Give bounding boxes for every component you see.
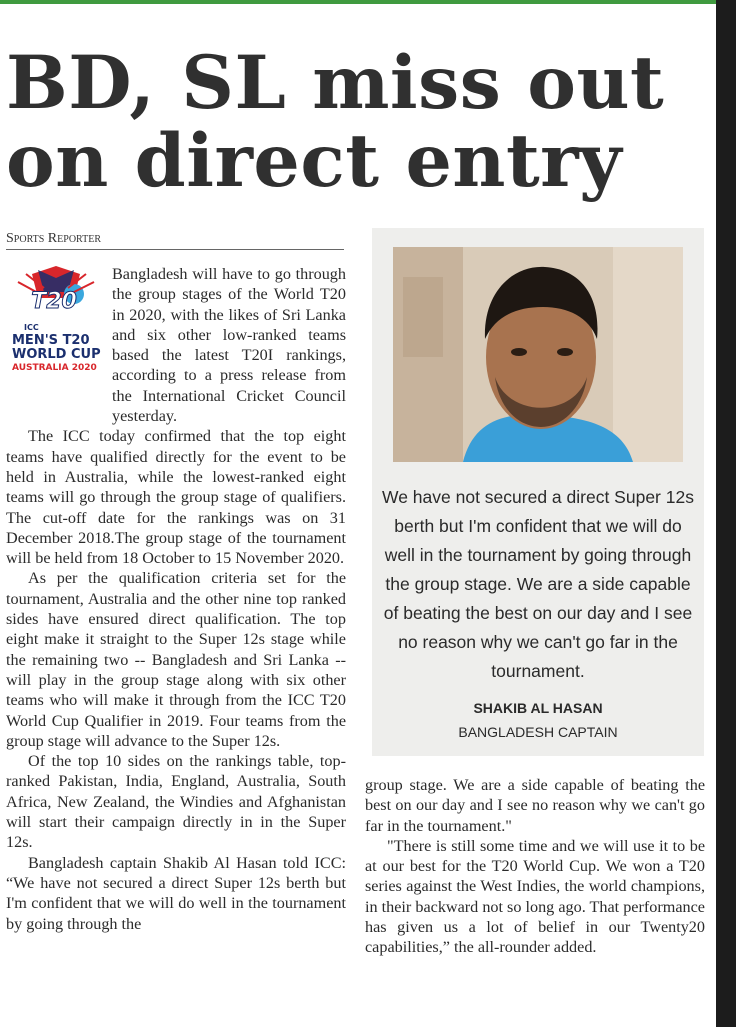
- article-paragraph: The ICC today confirmed that the top eight teams have qualified directly for the event to be held in Australia, while the lowest-ranked eight teams will go through the group stage of qualifiers. The cut-off date for the rankings was on 31 December 2018.The group stage of the tournament will be held from 18 October to 15 November 2020.: [6, 427, 346, 568]
- top-accent-bar: [0, 0, 716, 4]
- logo-org: ICC: [24, 323, 39, 332]
- article-column-1: [6, 264, 346, 934]
- logo-line-2: WORLD CUP: [12, 347, 101, 362]
- pull-quote-text: We have not secured a direct Super 12s berth but I'm confident that we will do well in the tournament by going through the group stage. We are a side capable of beating the best on our day and I see no reason why we can't go far in the tournament.: [382, 487, 694, 681]
- pull-quote-name: SHAKIB AL HASAN: [473, 700, 603, 716]
- page-edge-bar: [716, 0, 736, 1027]
- article-column-2: [365, 775, 705, 958]
- headline-line-2: on direct entry: [6, 118, 623, 204]
- pull-quote-role: BANGLADESH CAPTAIN: [458, 724, 618, 740]
- article-paragraph: group stage. We are a side capable of beating the best on our day and I see no reason why we can't go far in the tournament.": [365, 776, 705, 835]
- player-photo: [393, 247, 683, 462]
- logo-line-1: MEN'S T20: [12, 333, 90, 348]
- article-paragraph: "There is still some time and we will use it to be at our best for the T20 World Cup. We won a T20 series against the West Indies, the world champions, in their backward not so long ago. That performance has given us a lot of belief in our Twenty20 capabilities,” the all-rounder added.: [365, 836, 705, 957]
- article-paragraph: Of the top 10 sides on the rankings table, top-ranked Pakistan, India, England, Australia, South Africa, New Zealand, the Windies and Afghanistan will start their campaign directly in in the Super 12s.: [6, 752, 346, 852]
- headline-line-1: BD, SL miss out: [6, 40, 665, 126]
- article-paragraph: Bangladesh captain Shakib Al Hasan told ICC: “We have not secured a direct Super 12s berth but I'm confident that we will do well in the tournament by going through the: [6, 853, 346, 933]
- headline: [6, 40, 706, 204]
- logo-line-3: AUSTRALIA 2020: [12, 363, 97, 373]
- byline: Sports Reporter: [6, 231, 344, 250]
- article-paragraph: Bangladesh will have to go through the group stages of the World T20 in 2020, with the likes of Sri Lanka and six other low-ranked teams based the latest T20I rankings, according to a press release from the International Cricket Council yesterday.: [112, 265, 346, 426]
- article-paragraph: As per the qualification criteria set for the tournament, Australia and the other nine top ranked sides have ensured direct qualification. The top eight make it straight to the Super 12s stage while the remaining two -- Bangladesh and Sri Lanka -- will play in the group stage along with six other teams who will make it through from the ICC T20 World Cup Qualifier in 2019. Four teams from the group stage will advance to the Super 12s.: [6, 569, 346, 750]
- logo-brand: T20: [31, 289, 77, 314]
